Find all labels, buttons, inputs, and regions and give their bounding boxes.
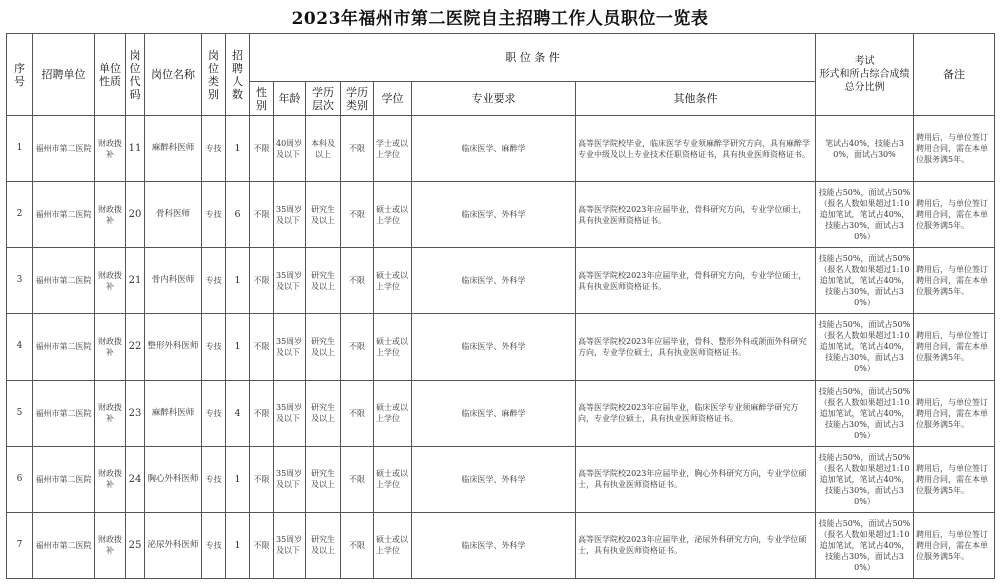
cell-other: 高等医学院校毕业，临床医学专业须麻醉学研究方向，具有麻醉学专业中级及以上专业技术任职资格证书，具有执业医师资格证书。 [576, 116, 816, 182]
header-unit: 招聘单位 [33, 34, 95, 116]
header-remark: 备注 [914, 34, 995, 116]
header-major: 专业要求 [412, 82, 576, 116]
cell-unit: 福州市第二医院 [33, 380, 95, 446]
cell-other: 高等医学院校2023年应届毕业，临床医学专业须麻醉学研究方向，专业学位硕士，具有执业医师资格证书。 [576, 380, 816, 446]
cell-unit: 福州市第二医院 [33, 248, 95, 314]
table-row [7, 248, 995, 314]
cell-post: 骨内科医师 [145, 248, 202, 314]
table-row [7, 512, 995, 578]
cell-remark: 聘用后，与单位签订聘用合同，需在本单位服务满5年。 [914, 512, 995, 578]
cell-edu-level: 研究生及以上 [306, 380, 341, 446]
page-title: 2023年福州市第二医院自主招聘工作人员职位一览表 [291, 9, 709, 29]
cell-seq: 2 [7, 182, 33, 248]
table-body [7, 116, 995, 579]
cell-age: 35周岁及以下 [274, 512, 306, 578]
cell-exam: 技能占50%，面试占50%（报名人数如果超过1:10追加笔试，笔试占40%，技能占30%，面试占30%） [816, 314, 914, 380]
header-edu-type: 学历类别 [341, 82, 374, 116]
cell-exam: 技能占50%，面试占50%（报名人数如果超过1:10追加笔试，笔试占40%，技能占30%，面试占30%） [816, 248, 914, 314]
cell-major: 临床医学、麻醉学 [412, 380, 576, 446]
cell-age: 35周岁及以下 [274, 446, 306, 512]
cell-gender: 不限 [250, 314, 274, 380]
header-edu-level: 学历层次 [306, 82, 341, 116]
cell-type: 专技 [202, 512, 226, 578]
cell-edu-level: 研究生及以上 [306, 314, 341, 380]
cell-major: 临床医学、麻醉学 [412, 116, 576, 182]
cell-edu-level: 研究生及以上 [306, 446, 341, 512]
cell-other: 高等医学院校2023年应届毕业，骨科、整形外科或颌面外科研究方向，专业学位硕士，具有执业医师资格证书。 [576, 314, 816, 380]
header-exam: 考试 形式和所占综合成绩总分比例 [816, 34, 914, 116]
cell-other: 高等医学院校2023年应届毕业，骨科研究方向，专业学位硕士，具有执业医师资格证书。 [576, 248, 816, 314]
cell-remark: 聘用后，与单位签订聘用合同，需在本单位服务满5年。 [914, 314, 995, 380]
cell-unit: 福州市第二医院 [33, 182, 95, 248]
cell-nature: 财政拨补 [95, 314, 126, 380]
cell-exam: 技能占50%，面试占50%（报名人数如果超过1:10追加笔试，笔试占40%，技能占30%，面试占30%） [816, 512, 914, 578]
header-degree: 学位 [374, 82, 412, 116]
table-row [7, 182, 995, 248]
cell-count: 1 [226, 314, 250, 380]
cell-gender: 不限 [250, 512, 274, 578]
cell-edu-type: 不限 [341, 314, 374, 380]
cell-seq: 7 [7, 512, 33, 578]
cell-remark: 聘用后，与单位签订聘用合同，需在本单位服务满5年。 [914, 248, 995, 314]
cell-other: 高等医学院校2023年应届毕业，胸心外科研究方向，专业学位硕士，具有执业医师资格证书。 [576, 446, 816, 512]
table-row [7, 314, 995, 380]
cell-age: 35周岁及以下 [274, 314, 306, 380]
cell-post: 泌尿外科医师 [145, 512, 202, 578]
cell-degree: 硕士或以上学位 [374, 314, 412, 380]
cell-edu-level: 本科及以上 [306, 116, 341, 182]
cell-exam: 笔试占40%，技能占30%，面试占30% [816, 116, 914, 182]
header-post-name: 岗位名称 [145, 34, 202, 116]
cell-seq: 4 [7, 314, 33, 380]
cell-code: 22 [126, 314, 145, 380]
cell-exam: 技能占50%，面试占50%（报名人数如果超过1:10追加笔试，笔试占40%，技能占30%，面试占30%） [816, 446, 914, 512]
cell-seq: 5 [7, 380, 33, 446]
cell-nature: 财政拨补 [95, 446, 126, 512]
cell-edu-type: 不限 [341, 182, 374, 248]
cell-post: 麻醉科医师 [145, 380, 202, 446]
cell-count: 4 [226, 380, 250, 446]
cell-exam: 技能占50%，面试占50%（报名人数如果超过1:10追加笔试，笔试占40%，技能占30%，面试占30%） [816, 380, 914, 446]
table-row [7, 380, 995, 446]
cell-type: 专技 [202, 446, 226, 512]
header-nature: 单位性质 [95, 34, 126, 116]
cell-age: 40周岁及以下 [274, 116, 306, 182]
cell-gender: 不限 [250, 182, 274, 248]
cell-degree: 硕士或以上学位 [374, 446, 412, 512]
cell-code: 23 [126, 380, 145, 446]
cell-major: 临床医学、外科学 [412, 182, 576, 248]
cell-type: 专技 [202, 248, 226, 314]
cell-seq: 6 [7, 446, 33, 512]
cell-seq: 3 [7, 248, 33, 314]
cell-edu-level: 研究生及以上 [306, 248, 341, 314]
cell-code: 24 [126, 446, 145, 512]
cell-degree: 硕士或以上学位 [374, 512, 412, 578]
cell-gender: 不限 [250, 446, 274, 512]
header-code: 岗位代码 [126, 34, 145, 116]
cell-other: 高等医学院校2023年应届毕业，泌尿外科研究方向，专业学位硕士，具有执业医师资格证书。 [576, 512, 816, 578]
cell-nature: 财政拨补 [95, 116, 126, 182]
header-seq: 序号 [7, 34, 33, 116]
cell-count: 1 [226, 446, 250, 512]
header-other: 其他条件 [576, 82, 816, 116]
cell-gender: 不限 [250, 116, 274, 182]
cell-count: 1 [226, 512, 250, 578]
cell-edu-level: 研究生及以上 [306, 512, 341, 578]
cell-degree: 硕士或以上学位 [374, 380, 412, 446]
cell-seq: 1 [7, 116, 33, 182]
cell-age: 35周岁及以下 [274, 380, 306, 446]
header-count: 招聘人数 [226, 34, 250, 116]
cell-count: 1 [226, 116, 250, 182]
cell-edu-type: 不限 [341, 446, 374, 512]
table-row [7, 446, 995, 512]
cell-nature: 财政拨补 [95, 512, 126, 578]
cell-edu-level: 研究生及以上 [306, 182, 341, 248]
cell-degree: 硕士或以上学位 [374, 248, 412, 314]
cell-nature: 财政拨补 [95, 182, 126, 248]
cell-type: 专技 [202, 116, 226, 182]
cell-post: 骨科医师 [145, 182, 202, 248]
cell-major: 临床医学、外科学 [412, 248, 576, 314]
cell-gender: 不限 [250, 248, 274, 314]
cell-remark: 聘用后，与单位签订聘用合同，需在本单位服务满5年。 [914, 116, 995, 182]
cell-exam: 技能占50%，面试占50%（报名人数如果超过1:10追加笔试，笔试占40%，技能占30%，面试占30%） [816, 182, 914, 248]
cell-post: 整形外科医师 [145, 314, 202, 380]
header-gender: 性别 [250, 82, 274, 116]
header-age: 年龄 [274, 82, 306, 116]
cell-unit: 福州市第二医院 [33, 512, 95, 578]
cell-gender: 不限 [250, 380, 274, 446]
cell-remark: 聘用后，与单位签订聘用合同，需在本单位服务满5年。 [914, 446, 995, 512]
cell-edu-type: 不限 [341, 512, 374, 578]
cell-type: 专技 [202, 314, 226, 380]
cell-nature: 财政拨补 [95, 248, 126, 314]
cell-degree: 学士或以上学位 [374, 116, 412, 182]
cell-degree: 硕士或以上学位 [374, 182, 412, 248]
cell-unit: 福州市第二医院 [33, 116, 95, 182]
cell-post: 麻醉科医师 [145, 116, 202, 182]
cell-age: 35周岁及以下 [274, 182, 306, 248]
cell-major: 临床医学、外科学 [412, 446, 576, 512]
cell-type: 专技 [202, 182, 226, 248]
cell-edu-type: 不限 [341, 380, 374, 446]
cell-code: 11 [126, 116, 145, 182]
table-row [7, 116, 995, 182]
cell-code: 21 [126, 248, 145, 314]
cell-remark: 聘用后，与单位签订聘用合同，需在本单位服务满5年。 [914, 380, 995, 446]
cell-remark: 聘用后，与单位签订聘用合同，需在本单位服务满5年。 [914, 182, 995, 248]
cell-other: 高等医学院校2023年应届毕业，骨科研究方向，专业学位硕士，具有执业医师资格证书。 [576, 182, 816, 248]
cell-edu-type: 不限 [341, 116, 374, 182]
cell-unit: 福州市第二医院 [33, 314, 95, 380]
cell-major: 临床医学、外科学 [412, 512, 576, 578]
header-post-type: 岗位类别 [202, 34, 226, 116]
cell-edu-type: 不限 [341, 248, 374, 314]
cell-code: 25 [126, 512, 145, 578]
cell-code: 20 [126, 182, 145, 248]
cell-count: 1 [226, 248, 250, 314]
cell-age: 35周岁及以下 [274, 248, 306, 314]
cell-type: 专技 [202, 380, 226, 446]
cell-major: 临床医学、外科学 [412, 314, 576, 380]
cell-count: 6 [226, 182, 250, 248]
cell-post: 胸心外科医师 [145, 446, 202, 512]
header-conditions: 职 位 条 件 [250, 34, 816, 82]
cell-nature: 财政拨补 [95, 380, 126, 446]
job-table [6, 33, 995, 579]
cell-unit: 福州市第二医院 [33, 446, 95, 512]
